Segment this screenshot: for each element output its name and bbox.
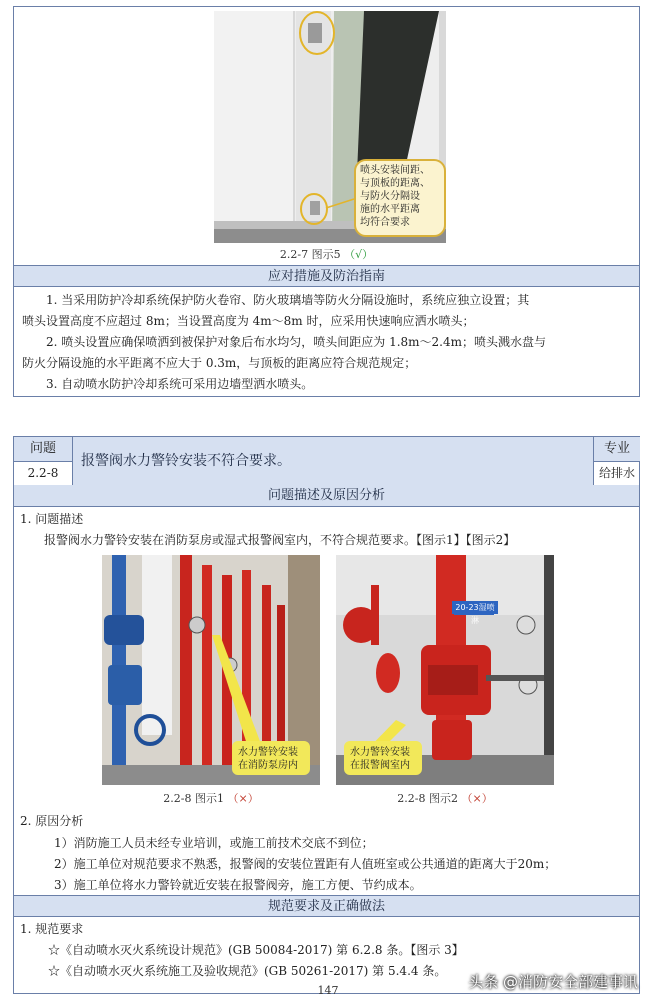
measure-line: 防火分隔设施的水平距离不应大于 0.3m，与顶板的距离应符合规范规定； xyxy=(22,356,417,370)
spec-title-text: 1. 规范要求 xyxy=(20,922,84,936)
problem-title-cell xyxy=(73,437,593,485)
measure-line: 喷头设置高度不应超过 8m；当设置高度为 4m～8m 时，应采用快速响应洒水喷头； xyxy=(22,314,475,328)
measures-header-text: 应对措施及防治指南 xyxy=(267,269,385,284)
spec-line: ☆《自动喷水灭火系统设计规范》(GB 50084-2017) 第 6.2.8 条。【图示 3】 xyxy=(48,943,464,957)
cause-line: 2）施工单位对规范要求不熟悉，报警阀的安装位置距有人值班室或公共通道的距离大于20m； xyxy=(54,857,557,871)
cause-title-text: 2. 原因分析 xyxy=(20,814,84,828)
watermark-text: 头条 @消防安全部建事讯 xyxy=(468,973,638,991)
measures-header xyxy=(14,265,639,287)
watermark xyxy=(468,971,638,992)
cause-title xyxy=(20,811,83,832)
figure-2-tag-text: 20-23湿喷淋 xyxy=(455,603,495,625)
desc-title-text: 1. 问题描述 xyxy=(20,512,84,526)
top-table xyxy=(13,6,640,397)
figure-2-2-7-callout xyxy=(354,159,446,237)
problem-label-cell xyxy=(14,437,73,462)
specialty-label-cell xyxy=(593,437,640,462)
callout-line: 水力警铃安装 xyxy=(238,747,298,758)
figure-2-2-7-caption xyxy=(14,246,639,262)
figure-1-callout xyxy=(232,741,310,775)
measure-line: 1. 当采用防护冷却系统保护防火卷帘、防火玻璃墙等防火分隔设施时，系统应独立设置；其 xyxy=(46,293,530,307)
caption-text: 2.2-8 图示2 xyxy=(397,792,458,805)
figure-2-tag xyxy=(452,601,498,625)
specialty-label: 专业 xyxy=(603,441,630,456)
check-mark: （√） xyxy=(344,248,374,261)
figure-1-caption xyxy=(102,790,320,806)
specialty-value: 给排水 xyxy=(598,466,635,480)
callout-line: 在消防泵房内 xyxy=(238,760,298,771)
callout-line: 均符合要求 xyxy=(360,217,410,228)
callout-line: 水力警铃安装 xyxy=(350,747,410,758)
desc-title xyxy=(20,509,83,530)
figure-2-callout xyxy=(344,741,422,775)
cross-mark: （×） xyxy=(461,792,493,805)
spec-line: ☆《自动喷水灭火系统施工及验收规范》(GB 50261-2017) 第 5.4.4 条。 xyxy=(48,964,447,978)
spec-title xyxy=(20,919,83,940)
desc-text xyxy=(44,530,515,551)
page-number-text: 147 xyxy=(317,984,339,997)
measure-line: 2. 喷头设置应确保喷洒到被保护对象后布水均匀，喷头间距应为 1.8m～2.4m；喷头溅水盘与 xyxy=(46,335,547,349)
spec-header xyxy=(14,895,639,917)
callout-line: 与防火分隔设 xyxy=(360,191,420,202)
callout-line: 喷头安装间距、 xyxy=(360,165,430,176)
issue-table xyxy=(13,436,640,994)
spec-list xyxy=(48,940,464,982)
cause-line: 3）施工单位将水力警铃就近安装在报警阀旁，施工方便、节约成本。 xyxy=(54,878,422,892)
cause-list xyxy=(54,833,556,896)
figure-2-caption xyxy=(336,790,554,806)
desc-text-line: 报警阀水力警铃安装在消防泵房或湿式报警阀室内，不符合规范要求。【图示1】【图示2】 xyxy=(44,533,516,547)
callout-line: 施的水平距离 xyxy=(360,204,420,215)
problem-number: 2.2-8 xyxy=(27,466,59,480)
specialty-value-cell xyxy=(593,461,640,485)
problem-label: 问题 xyxy=(29,441,56,456)
callout-line: 与顶板的距离、 xyxy=(360,178,430,189)
spec-header-text: 规范要求及正确做法 xyxy=(267,899,385,914)
problem-row xyxy=(14,437,639,486)
problem-no-cell xyxy=(14,461,73,485)
analysis-header-text: 问题描述及原因分析 xyxy=(267,488,385,503)
analysis-header xyxy=(14,485,639,507)
cause-line: 1）消防施工人员未经专业培训，或施工前技术交底不到位； xyxy=(54,836,374,850)
measure-line: 3. 自动喷水防护冷却系统可采用边墙型洒水喷头。 xyxy=(46,377,314,391)
measures-text xyxy=(22,290,546,395)
caption-text: 2.2-8 图示1 xyxy=(163,792,224,805)
problem-title: 报警阀水力警铃安装不符合要求。 xyxy=(81,453,291,469)
cross-mark: （×） xyxy=(227,792,259,805)
caption-text: 2.2-7 图示5 xyxy=(279,248,341,261)
callout-line: 在报警阀室内 xyxy=(350,760,410,771)
